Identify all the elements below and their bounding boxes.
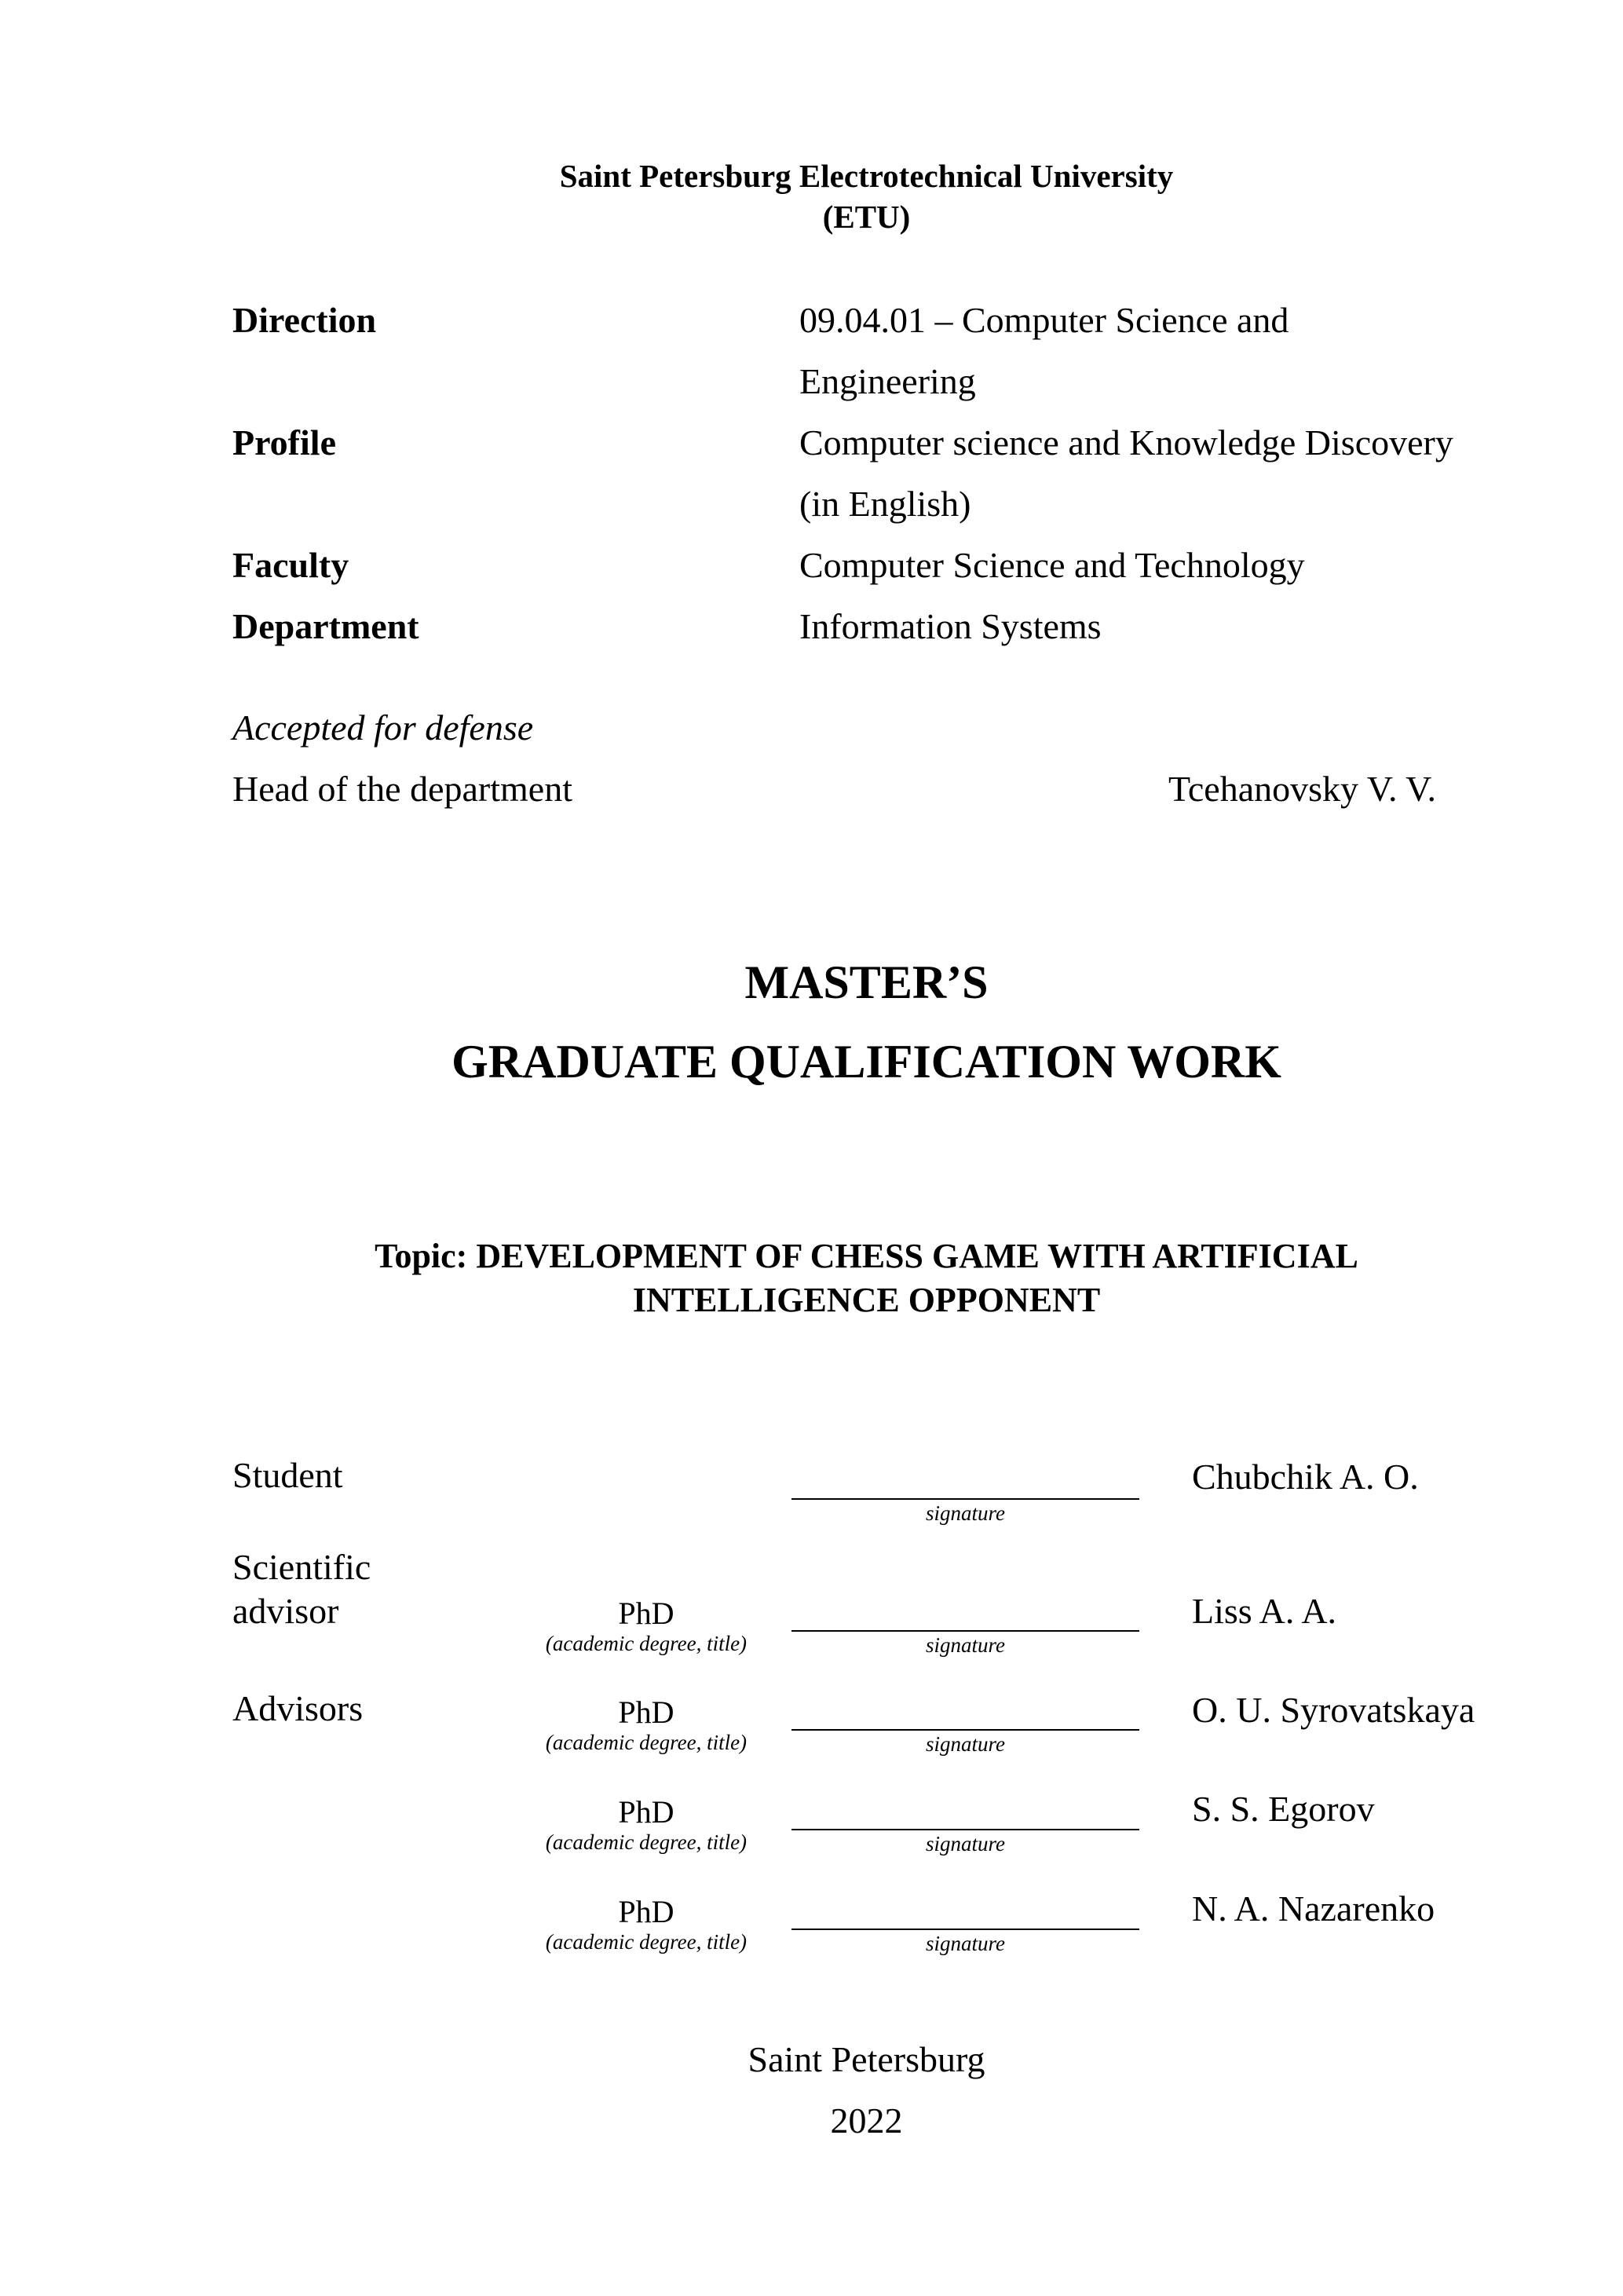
footer-city: Saint Petersburg [748,2039,985,2079]
scientific-advisor-degree: PhD [618,1596,674,1631]
advisor1-degree-caption: (academic degree, title) [545,1731,748,1754]
advisor3-signature-caption: signature [926,1932,1005,1955]
scientific-advisor-name: Liss A. A. [1192,1591,1337,1631]
advisor2-degree: PhD [618,1794,674,1830]
topic-line1: Topic: DEVELOPMENT OF CHESS GAME WITH ARTIFICIAL [375,1237,1358,1275]
head-of-department-label: Head of the department [232,769,572,809]
profile-value-line1: Computer science and Knowledge Discovery [799,422,1453,462]
advisor2-degree-caption: (academic degree, title) [545,1830,748,1854]
advisor2-name: S. S. Egorov [1192,1789,1375,1829]
accepted-for-defense: Accepted for defense [232,707,534,748]
scientific-advisor-signature-line [791,1630,1139,1632]
faculty-value: Computer Science and Technology [799,545,1305,585]
student-signature-line [791,1498,1139,1500]
student-signature-caption: signature [926,1501,1005,1525]
university-name: Saint Petersburg Electrotechnical University [559,158,1174,194]
profile-value-line2: (in English) [799,484,971,524]
head-of-department-name: Tcehanovsky V. V. [1168,769,1436,809]
work-title-line2: GRADUATE QUALIFICATION WORK [451,1036,1281,1088]
advisor3-degree-caption: (academic degree, title) [545,1930,748,1954]
advisors-label: Advisors [232,1688,364,1728]
student-label: Student [232,1455,343,1495]
student-name: Chubchik A. O. [1192,1457,1419,1497]
advisor2-signature-line [791,1829,1139,1830]
advisor2-signature-caption: signature [926,1832,1005,1855]
direction-value-line2: Engineering [799,361,976,401]
topic-line2: INTELLIGENCE OPPONENT [632,1281,1101,1319]
work-title-line1: MASTER’S [744,956,989,1008]
direction-value-line1: 09.04.01 – Computer Science and [799,300,1289,340]
scientific-advisor-label-line1: Scientific [232,1547,371,1587]
advisor1-name: O. U. Syrovatskaya [1192,1690,1475,1730]
scientific-advisor-label-line2: advisor [232,1591,339,1631]
faculty-label: Faculty [232,545,349,585]
department-label: Department [232,606,419,646]
advisor1-degree: PhD [618,1695,674,1730]
scientific-advisor-signature-caption: signature [926,1633,1005,1657]
profile-label: Profile [232,422,336,462]
advisor3-name: N. A. Nazarenko [1192,1888,1435,1929]
advisor3-degree: PhD [618,1894,674,1929]
advisor1-signature-line [791,1729,1139,1731]
scientific-advisor-degree-caption: (academic degree, title) [545,1632,748,1655]
advisor1-signature-caption: signature [926,1732,1005,1756]
advisor3-signature-line [791,1929,1139,1930]
university-abbr: (ETU) [822,199,911,235]
direction-label: Direction [232,300,377,340]
footer-year: 2022 [830,2100,903,2141]
department-value: Information Systems [799,606,1102,646]
